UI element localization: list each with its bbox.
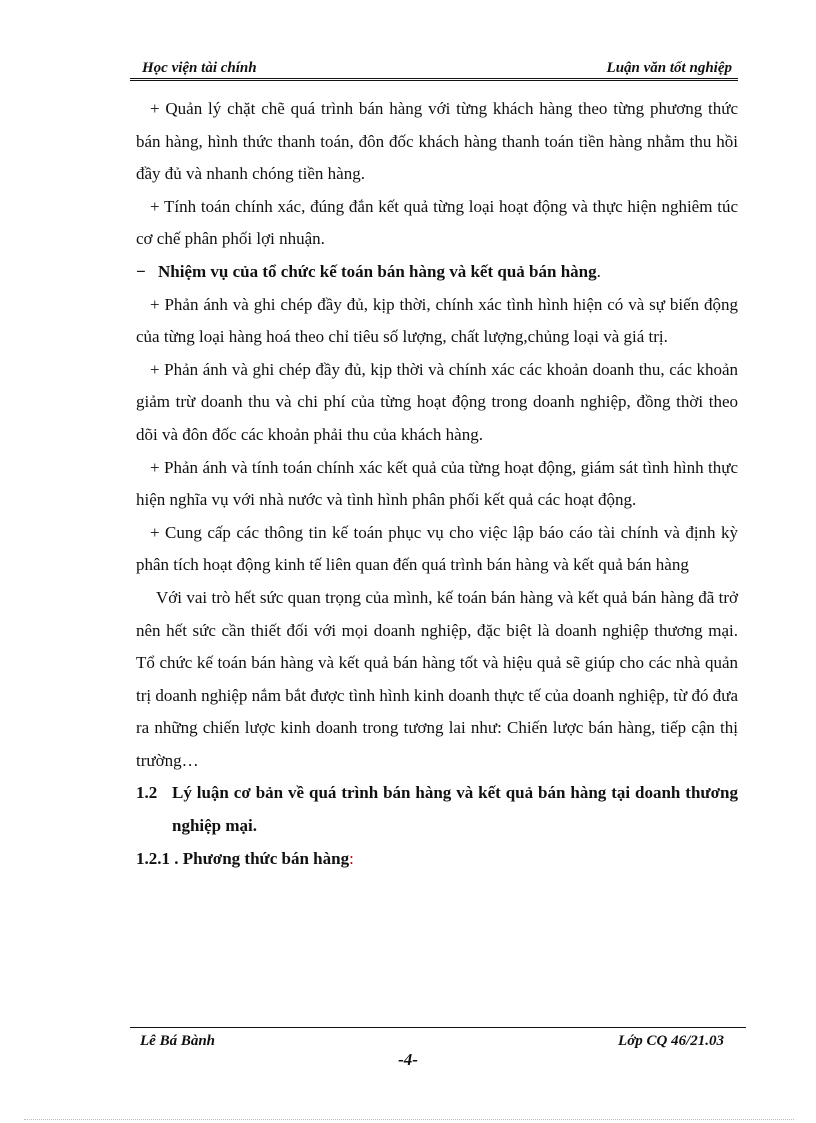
section-title: Lý luận cơ bản về quá trình bán hàng và kết quả bán hàng tại doanh thương nghiệp mại.	[172, 783, 738, 836]
task-heading	[136, 256, 738, 289]
paragraph-manage-sales: + Quản lý chặt chẽ quá trình bán hàng với từng khách hàng theo từng phương thức bán hàng, hình thức thanh toán, đôn đốc khách hàng thanh toán tiền hàng nhằm thu hồi đầy đủ và nhanh chóng tiền hàng.	[136, 99, 738, 184]
section-heading-1-2-1	[136, 843, 738, 876]
page-number: -4-	[398, 1050, 418, 1069]
page-footer	[130, 1027, 746, 1049]
dash-bullet: −	[136, 261, 146, 281]
paragraph-calc-activity: + Phản ánh và tính toán chính xác kết quả của từng hoạt động, giám sát tình hình thực hiện nghĩa vụ với nhà nước và tình hình phân phối kết quả các hoạt động.	[136, 457, 738, 510]
header-institution: Học viện tài chính	[142, 60, 257, 76]
header-doc-type: Luận văn tốt nghiệp	[606, 60, 732, 76]
document-body	[136, 93, 738, 875]
paragraph-calc-results: + Tính toán chính xác, đúng đắn kết quả từng loại hoạt động và thực hiện nghiêm túc cơ chế phân phối lợi nhuận.	[136, 196, 738, 249]
section-number: 1.2	[136, 783, 158, 803]
paragraph-record-goods: + Phản ánh và ghi chép đầy đủ, kịp thời, chính xác tình hình hiện có và sự biến động của từng loại hàng hoá theo chỉ tiêu số lượng, chất lượng,chủng loại và giá trị.	[136, 294, 738, 347]
footer-class: Lớp CQ 46/21.03	[618, 1033, 724, 1049]
subsection-title: 1.2.1 . Phương thức bán hàng	[136, 848, 350, 868]
section-heading-1-2	[136, 777, 738, 842]
paragraph-provide-info: + Cung cấp các thông tin kế toán phục vụ cho việc lập báo cáo tài chính và định kỳ phân tích hoạt động kinh tế liên quan đến quá trình bán hàng và kết quả bán hàng	[136, 522, 738, 575]
paragraph-role: Với vai trò hết sức quan trọng của mình, kế toán bán hàng và kết quả bán hàng đã trở nên hết sức cần thiết đối với mọi doanh nghiệp, đặc biệt là doanh nghiệp thương mại. Tổ chức kế toán bán hàng và kết quả bán hàng tốt và hiệu quả sẽ giúp cho các nhà quản trị doanh nghiệp nắm bắt được tình hình kinh doanh thực tế của doanh nghiệp, từ đó đưa ra những chiến lược kinh doanh trong tương lai như: Chiến lược bán hàng, tiếp cận thị trường…	[136, 587, 738, 770]
footer-author: Lê Bá Bành	[140, 1033, 216, 1049]
task-heading-text: Nhiệm vụ của tổ chức kế toán bán hàng và kết quả bán hàng	[158, 261, 597, 281]
subsection-mark: :	[349, 848, 354, 868]
page-bottom-divider	[24, 1119, 794, 1120]
page-header	[130, 58, 738, 81]
paragraph-record-revenue: + Phản ánh và ghi chép đầy đủ, kịp thời và chính xác các khoản doanh thu, các khoản giảm trừ doanh thu và chi phí của từng hoạt động trong doanh nghiệp, đồng thời theo dõi và đôn đốc các khoản phải thu của khách hàng.	[136, 359, 738, 444]
task-heading-end: .	[596, 261, 601, 281]
